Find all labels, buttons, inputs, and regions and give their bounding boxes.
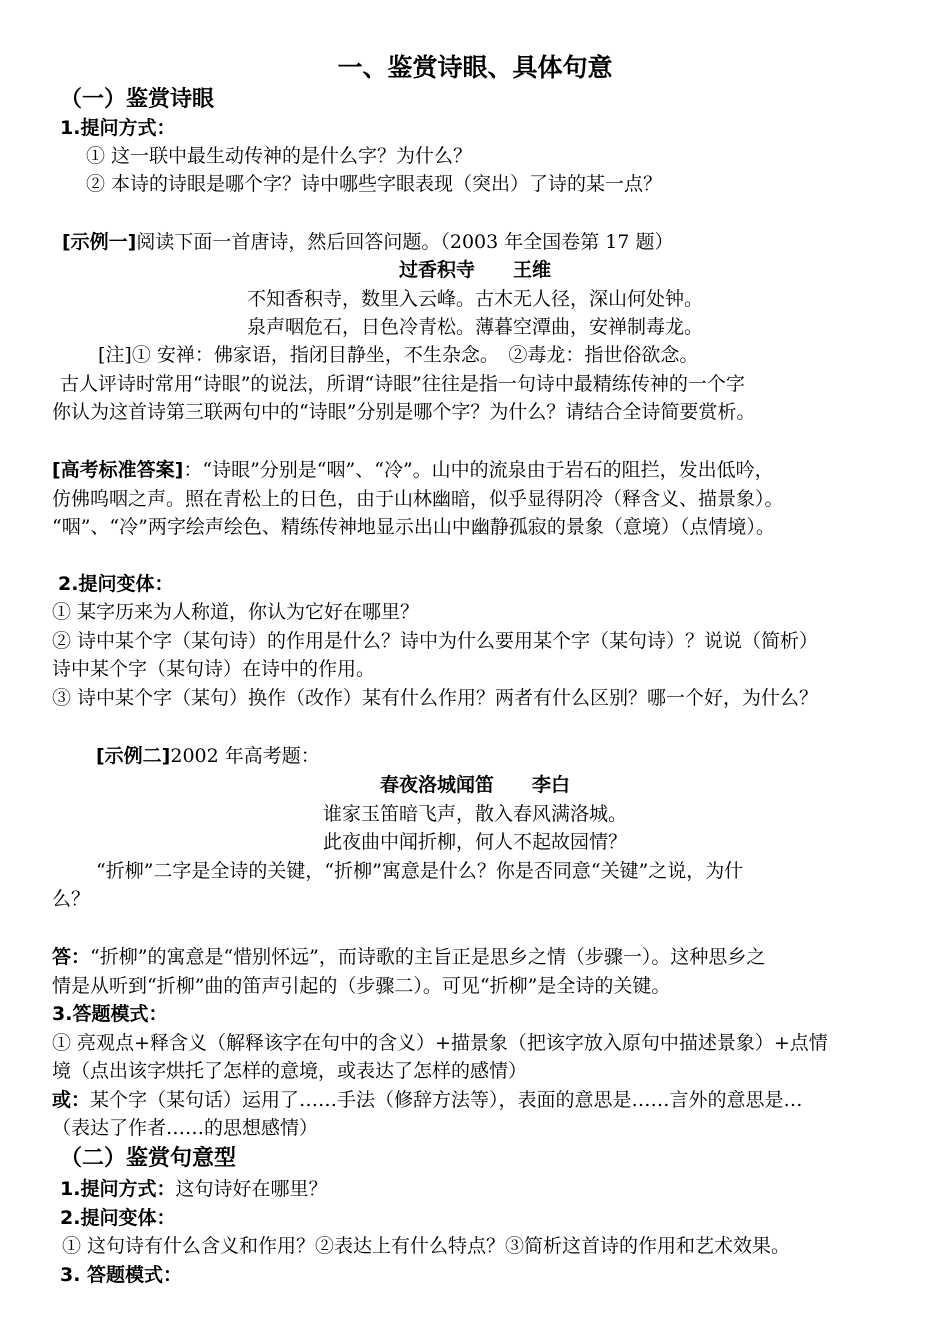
poem-1-note: [注]① 安禅：佛家语，指闭目静坐，不生杂念。 ②毒龙：指世俗欲念。 <box>98 344 699 366</box>
example-2-intro: [示例二]2002 年高考题： <box>96 745 320 767</box>
question-method-label: 1.提问方式： <box>60 117 176 139</box>
poem-2-line-2: 此夜曲中闻折柳，何人不起故园情？ <box>322 831 627 853</box>
poem-1-line-1: 不知香积寺，数里入云峰。古木无人径，深山何处钟。 <box>246 288 703 310</box>
section-heading-2: （二）鉴赏句意型 <box>60 1146 237 1171</box>
page-title: 一、鉴赏诗眼、具体句意 <box>337 53 613 82</box>
example-2-question-b: 么？ <box>52 888 91 910</box>
example-1-answer-b: 仿佛呜咽之声。照在青松上的日色，由于山林幽暗，似乎显得阴冷（释含义、描景象）。 <box>52 488 784 510</box>
answer-mode-1a: ① 亮观点+释含义（解释该字在句中的含义）+描景象（把该字放入原句中描述景象）+点情 <box>52 1032 828 1054</box>
example-1-intro: [示例一]阅读下面一首唐诗，然后回答问题。（2003 年全国卷第 17 题） <box>62 231 674 253</box>
s2-question-method: 1.提问方式：这句诗好在哪里？ <box>60 1178 328 1200</box>
variant-item-2a: ② 诗中某个字（某句诗）的作用是什么？诗中为什么要用某个字（某句诗）？说说（简析） <box>52 630 819 652</box>
poem-2-title: 春夜洛城闻笛 李白 <box>379 774 570 796</box>
example-2-answer-b: 情是从听到“折柳”曲的笛声引起的（步骤二）。可见“折柳”是全诗的关键。 <box>52 975 671 997</box>
s2-answer-mode-label: 3. 答题模式： <box>60 1264 183 1286</box>
answer-label-2: 答： <box>52 946 91 968</box>
example-1-label: [示例一] <box>62 231 137 253</box>
poem-1-line-2: 泉声咽危石，日色冷青松。薄暮空潭曲，安禅制毒龙。 <box>246 316 703 338</box>
or-label: 或： <box>52 1089 91 1111</box>
example-2-label: [示例二] <box>96 745 171 767</box>
question-item-2: ② 本诗的诗眼是哪个字？诗中哪些字眼表现（突出）了诗的某一点？ <box>86 173 663 195</box>
answer-mode-2a: 或：某个字（某句话）运用了……手法（修辞方法等），表面的意思是……言外的意思是… <box>52 1089 803 1111</box>
example-2-question-a: “折柳”二字是全诗的关键，“折柳”寓意是什么？你是否同意“关键”之说，为什 <box>96 860 744 882</box>
section-heading-1: （一）鉴赏诗眼 <box>60 87 215 112</box>
poem-1-title: 过香积寺 王维 <box>398 259 551 281</box>
example-1-question-b: 你认为这首诗第三联两句中的“诗眼”分别是哪个字？为什么？请结合全诗简要赏析。 <box>52 401 756 423</box>
variant-label: 2.提问变体： <box>58 573 174 595</box>
example-2-answer-a: 答：“折柳”的寓意是“惜别怀远”，而诗歌的主旨正是思乡之情（步骤一）。这种思乡之 <box>52 946 766 968</box>
variant-item-1: ① 某字历来为人称道，你认为它好在哪里？ <box>52 601 420 623</box>
example-1-answer-c: “咽”、“冷”两字绘声绘色、精练传神地显示出山中幽静孤寂的景象（意境）（点情境）。 <box>52 516 775 538</box>
answer-mode-label: 3.答题模式： <box>52 1003 168 1025</box>
s2-variant-label: 2.提问变体： <box>60 1207 176 1229</box>
s2-variant-text: ① 这句诗有什么含义和作用？②表达上有什么特点？③简析这首诗的作用和艺术效果。 <box>62 1235 791 1257</box>
s2-question-label: 1.提问方式： <box>60 1178 176 1200</box>
variant-item-2b: 诗中某个字（某句诗）在诗中的作用。 <box>52 658 376 680</box>
answer-mode-2b: （表达了作者……的思想感情） <box>52 1117 319 1139</box>
answer-mode-1b: 境（点出该字烘托了怎样的意境，或表达了怎样的感情） <box>52 1060 528 1082</box>
example-1-answer-a: [高考标准答案]：“诗眼”分别是“咽”、“冷”。山中的流泉由于岩石的阻拦，发出低吟， <box>52 459 774 481</box>
poem-2-line-1: 谁家玉笛暗飞声，散入春风满洛城。 <box>322 803 627 825</box>
example-1-question-a: 古人评诗时常用“诗眼”的说法，所谓“诗眼”往往是指一句诗中最精练传神的一个字 <box>60 373 745 395</box>
variant-item-3: ③ 诗中某个字（某句）换作（改作）某有什么作用？两者有什么区别？哪一个好，为什么？ <box>52 687 819 709</box>
question-item-1: ① 这一联中最生动传神的是什么字？为什么？ <box>86 145 473 167</box>
answer-label: [高考标准答案] <box>52 459 184 481</box>
